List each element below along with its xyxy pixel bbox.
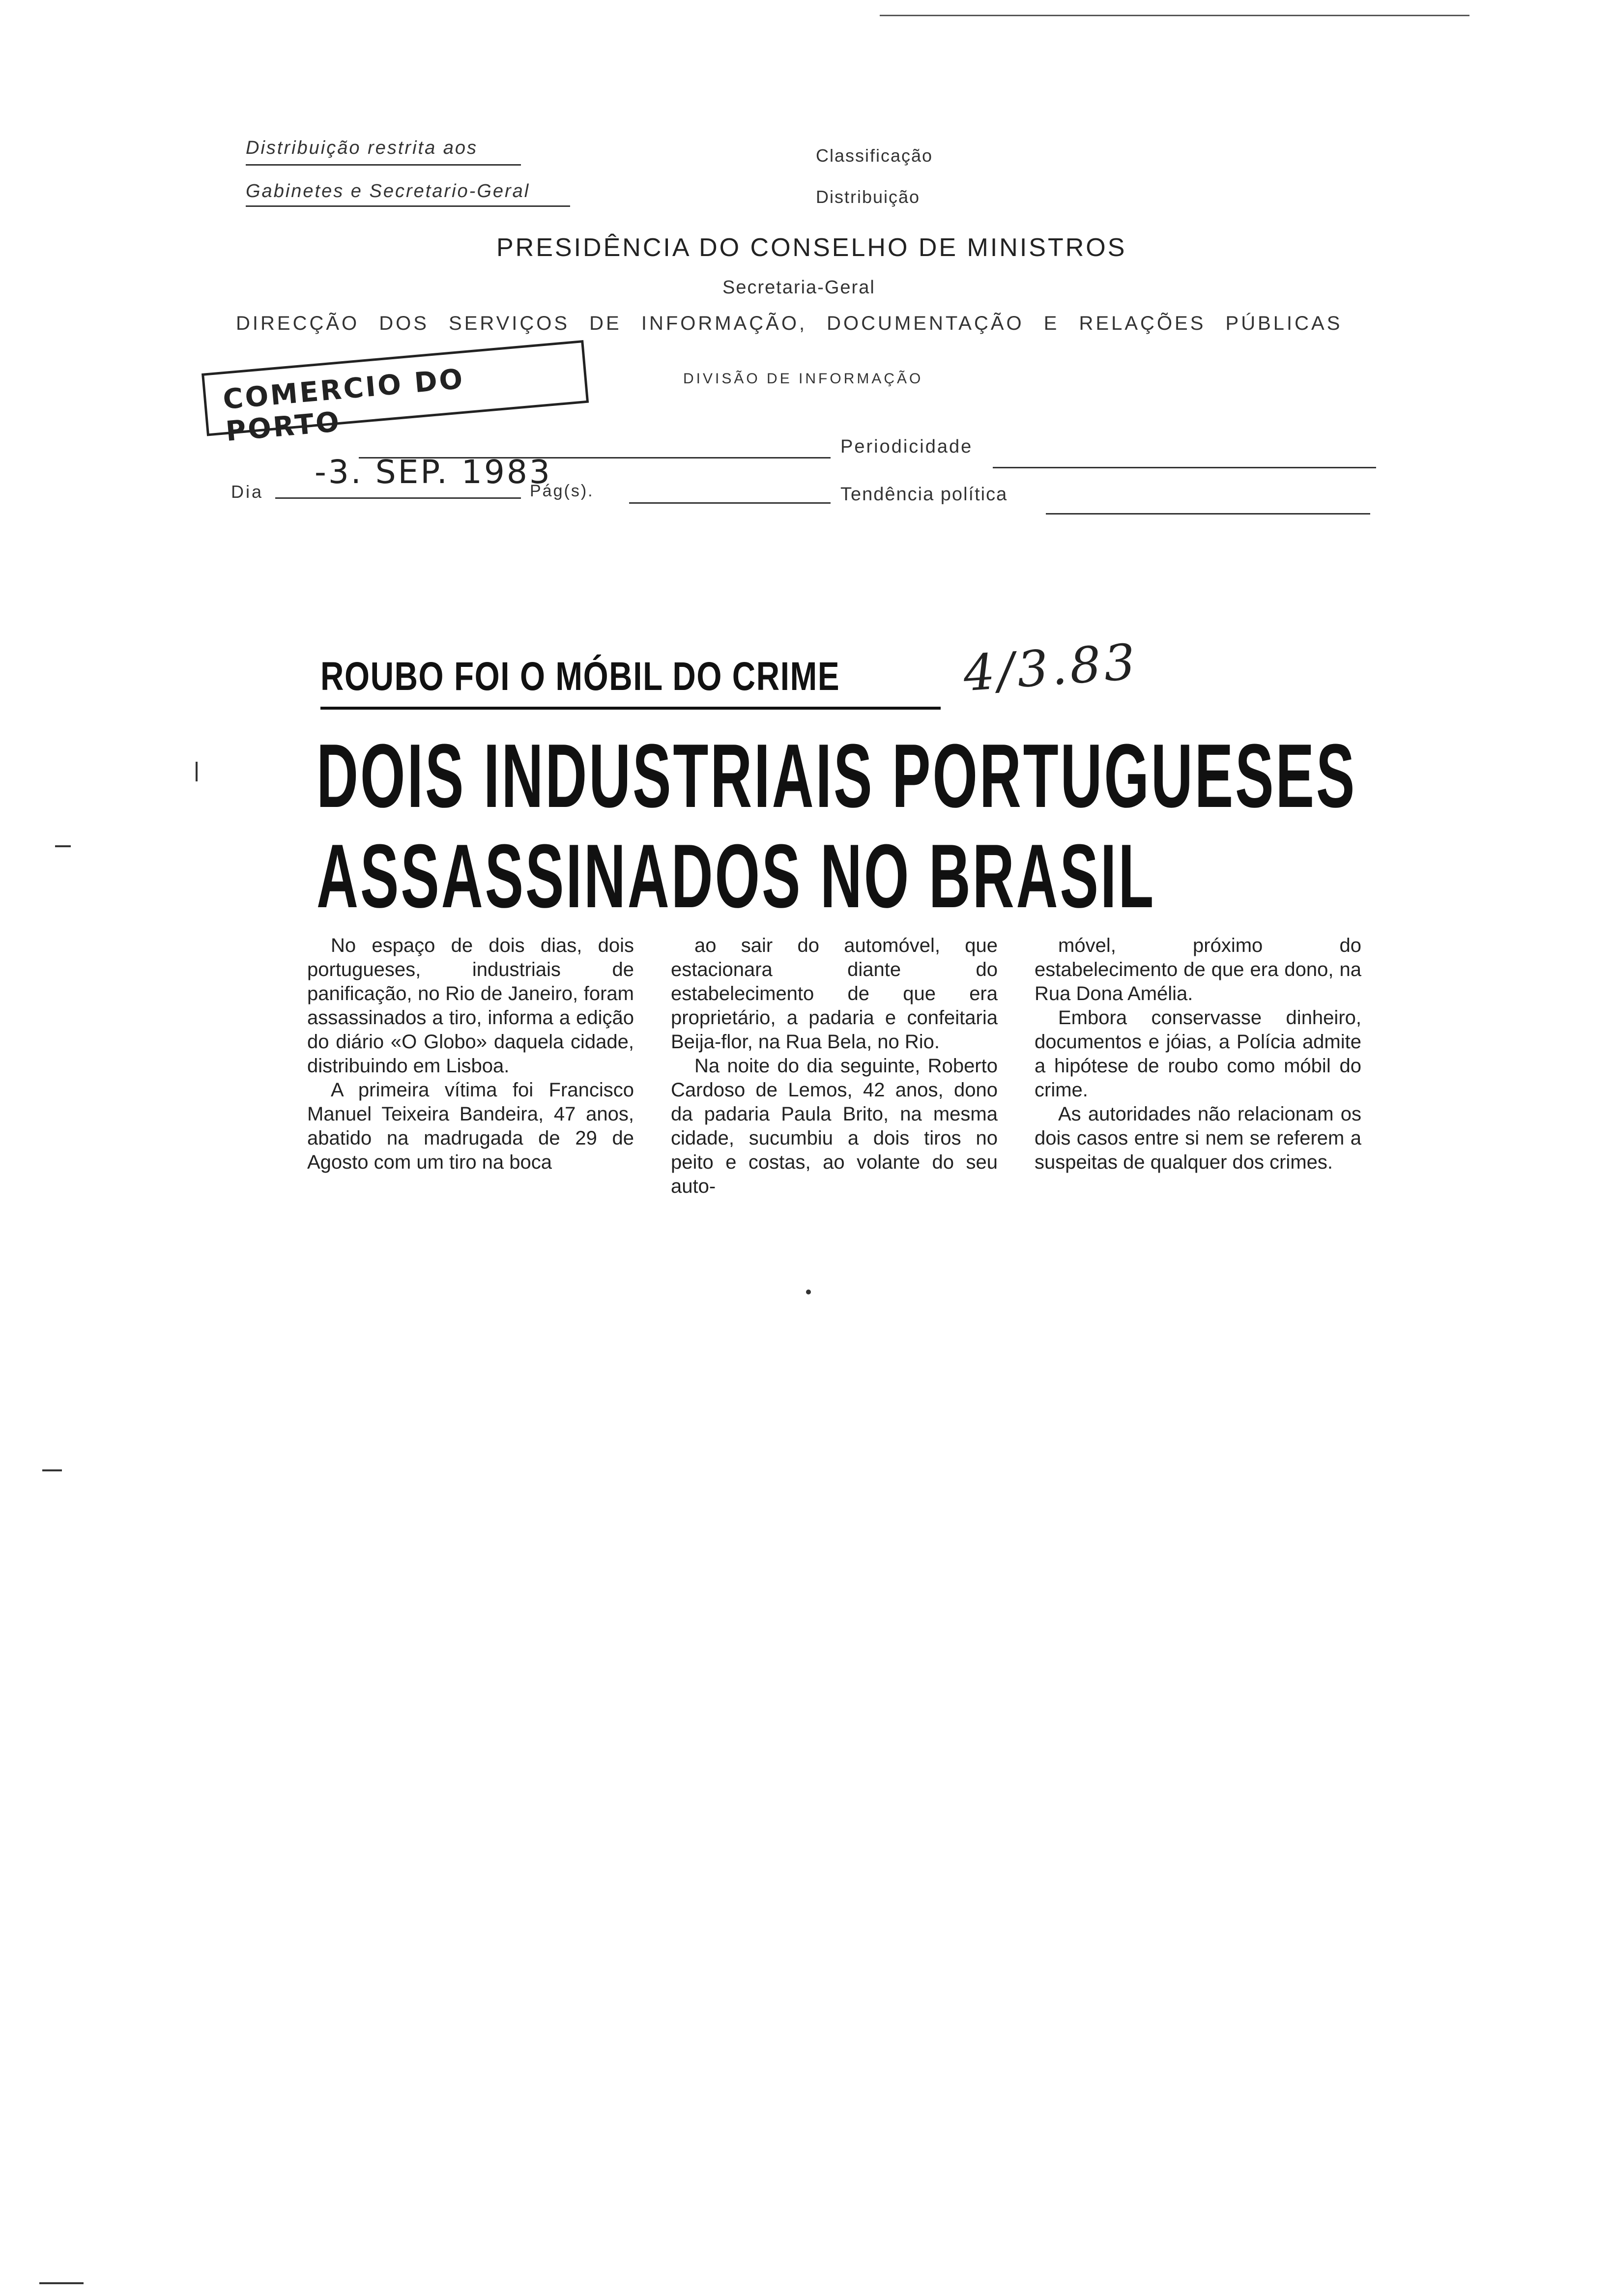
paragraph: As autoridades não relacionam os dois casos entre si nem se referem a suspeitas de qualquer dos crimes. — [1035, 1103, 1361, 1173]
newspaper-stamp-text: COMERCIO DO PORTO — [222, 363, 466, 448]
paragraph: Embora conservasse dinheiro, documentos e jóias, a Polícia admite a hipótese de roubo como móbil do crime. — [1035, 1007, 1361, 1101]
article-column-2 — [671, 934, 998, 1199]
scan-speck — [39, 2282, 84, 2284]
distribuicao-label: Distribuição — [816, 187, 921, 207]
headline-line2: ASSASSINADOS NO BRASIL — [317, 825, 1156, 926]
distribution-underline-2 — [246, 205, 570, 207]
divisao-label: DIVISÃO DE INFORMAÇÃO — [683, 371, 923, 387]
handwritten-date-note: 4/3.83 — [961, 632, 1140, 703]
paragraph: A primeira vítima foi Francisco Manuel Teixeira Bandeira, 47 anos, abatido na madrugada de 29 de Agosto com um tiro na boca — [307, 1079, 634, 1173]
article-kicker: ROUBO FOI O MÓBIL DO CRIME — [320, 654, 840, 699]
periodicidade-label: Periodicidade — [840, 436, 973, 457]
direccao-line: DIRECÇÃO DOS SERVIÇOS DE INFORMAÇÃO, DOCUMENTAÇÃO E RELAÇÕES PÚBLICAS — [236, 313, 1343, 334]
periodicidade-field-rule — [993, 467, 1376, 468]
date-stamp: -3. SEP. 1983 — [315, 453, 552, 491]
secretaria-label: Secretaria-Geral — [722, 277, 875, 298]
tendencia-field-rule — [1046, 513, 1370, 515]
date-field-rule — [275, 497, 521, 499]
pages-field-rule — [629, 502, 831, 504]
institution-title: PRESIDÊNCIA DO CONSELHO DE MINISTROS — [496, 233, 1127, 262]
distribution-underline-1 — [246, 164, 521, 166]
top-edge-line — [880, 15, 1469, 16]
paragraph: Na noite do dia seguinte, Roberto Cardoso de Lemos, 42 anos, dono da padaria Paula Brito, na mesma cidade, sucumbiu a dois tiros no peito e costas, ao volante do seu auto- — [671, 1055, 998, 1197]
scan-speck — [55, 845, 71, 847]
paragraph: No espaço de dois dias, dois portugueses, industriais de panificação, no Rio de Janeiro, foram assassinados a tiro, informa a edição do diário «O Globo» daquela cidade, distribuindo em Lisboa. — [307, 935, 634, 1077]
newspaper-stamp — [202, 340, 589, 448]
article-column-3 — [1035, 934, 1361, 1175]
kicker-underline — [320, 707, 941, 710]
article-column-1 — [307, 934, 634, 1175]
distribution-note-line1: Distribuição restrita aos — [246, 138, 478, 158]
distribution-note-line2: Gabinetes e Secretario-Geral — [246, 181, 530, 201]
pages-label: Pág(s). — [530, 482, 594, 500]
scan-speck — [806, 1290, 811, 1294]
dia-label: Dia — [231, 482, 264, 502]
paragraph: ao sair do automóvel, que estacionara diante do estabelecimento de que era proprietário, a padaria e confeitaria Beija-flor, na Rua Bela, no Rio. — [671, 935, 998, 1053]
scan-speck — [196, 762, 198, 781]
headline-line1: DOIS INDUSTRIAIS PORTUGUESES — [317, 725, 1357, 826]
tendencia-label: Tendência política — [840, 484, 1008, 505]
paragraph: móvel, próximo do estabelecimento de que era dono, na Rua Dona Amélia. — [1035, 935, 1361, 1004]
classificacao-label: Classificação — [816, 145, 933, 166]
scan-speck — [42, 1469, 62, 1471]
